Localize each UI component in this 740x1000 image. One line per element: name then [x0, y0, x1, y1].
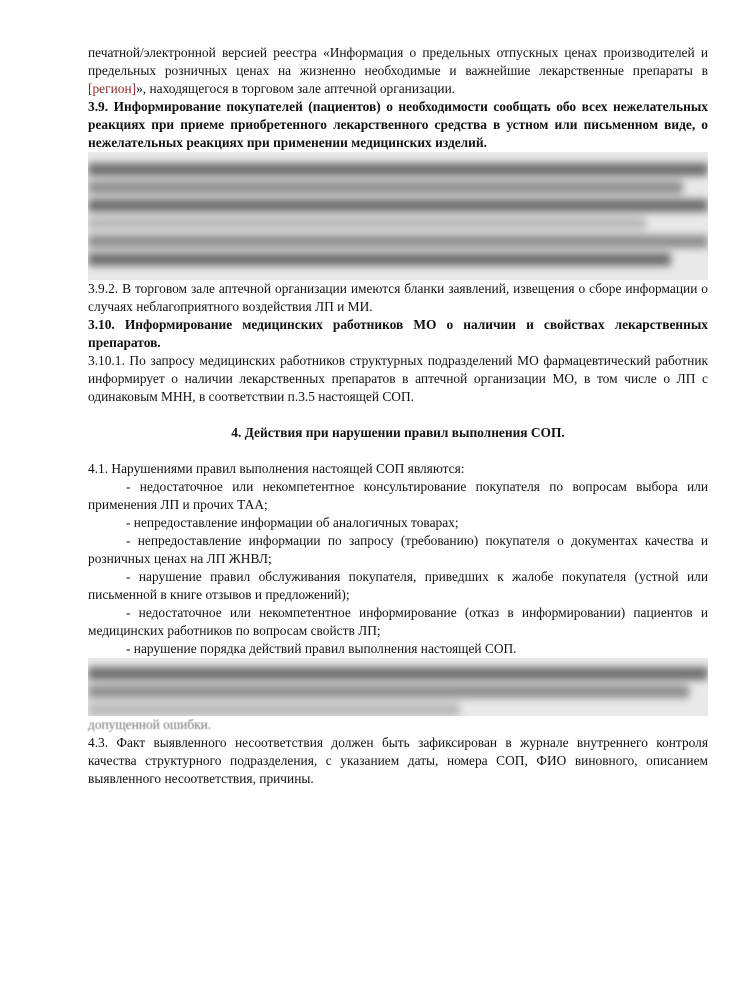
section-3-10-heading: 3.10. Информирование медицинских работников МО о наличии и свойствах лекарственных препаратов. — [88, 317, 708, 350]
redacted-block-2 — [88, 658, 708, 716]
paragraph-registry — [88, 44, 708, 98]
section-4-3: 4.3. Факт выявленного несоответствия должен быть зафиксирован в журнале внутреннего контроля качества структурного подразделения, с указанием даты, номера СОП, ФИО виновного, описанием выявленного несоответствия, причины. — [88, 735, 708, 786]
document-page — [88, 44, 708, 788]
section-4-2-tail: допущенной ошибки. — [88, 717, 212, 732]
region-placeholder: [регион] — [88, 81, 137, 96]
registry-text: печатной/электронной версией реестра «Информация о предельных отпускных ценах производителей и предельных розничных ценах на жизненно необходимые и важнейшие лекарственные препараты в — [88, 45, 708, 78]
section-4-heading: 4. Действия при нарушении правил выполнения СОП. — [231, 425, 565, 440]
section-3-9-heading: 3.9. Информирование покупателей (пациентов) о необходимости сообщать обо всех нежелательных реакциях при приеме приобретенного лекарственного средства в устном или письменном виде, о нежелательных реакциях при применении медицинских изделий. — [88, 99, 708, 150]
violation-item: - нарушение правил обслуживания покупателя, приведших к жалобе покупателя (устной или письменной в книге отзывов и предложений); — [88, 569, 708, 602]
violation-item: - непредоставление информации об аналогичных товарах; — [126, 515, 459, 530]
section-4-1-intro: 4.1. Нарушениями правил выполнения настоящей СОП являются: — [88, 461, 465, 476]
redacted-block-1 — [88, 152, 708, 280]
violation-item: - нарушение порядка действий правил выполнения настоящей СОП. — [126, 641, 517, 656]
violation-item: - недостаточное или некомпетентное информирование (отказ в информировании) пациентов и медицинских работников по вопросам свойств ЛП; — [88, 605, 708, 638]
violation-item: - непредоставление информации по запросу (требованию) покупателя о документах качества и розничных ценах на ЛП ЖНВЛ; — [88, 533, 708, 566]
violation-item: - недостаточное или некомпетентное консультирование покупателя по вопросам выбора или применения ЛП и прочих ТАА; — [88, 479, 708, 512]
section-3-10-1: 3.10.1. По запросу медицинских работников структурных подразделений МО фармацевтический работник информирует о наличии лекарственных препаратов в аптечной организации МО, в том числе о ЛП с одинаковым МНН, в соответствии п.3.5 настоящей СОП. — [88, 353, 708, 404]
section-3-9-2: 3.9.2. В торговом зале аптечной организации имеются бланки заявлений, извещения о сборе информации о случаях неблагоприятного воздействия ЛП и МИ. — [88, 281, 708, 314]
registry-text-end: », находящегося в торговом зале аптечной организации. — [136, 81, 456, 96]
